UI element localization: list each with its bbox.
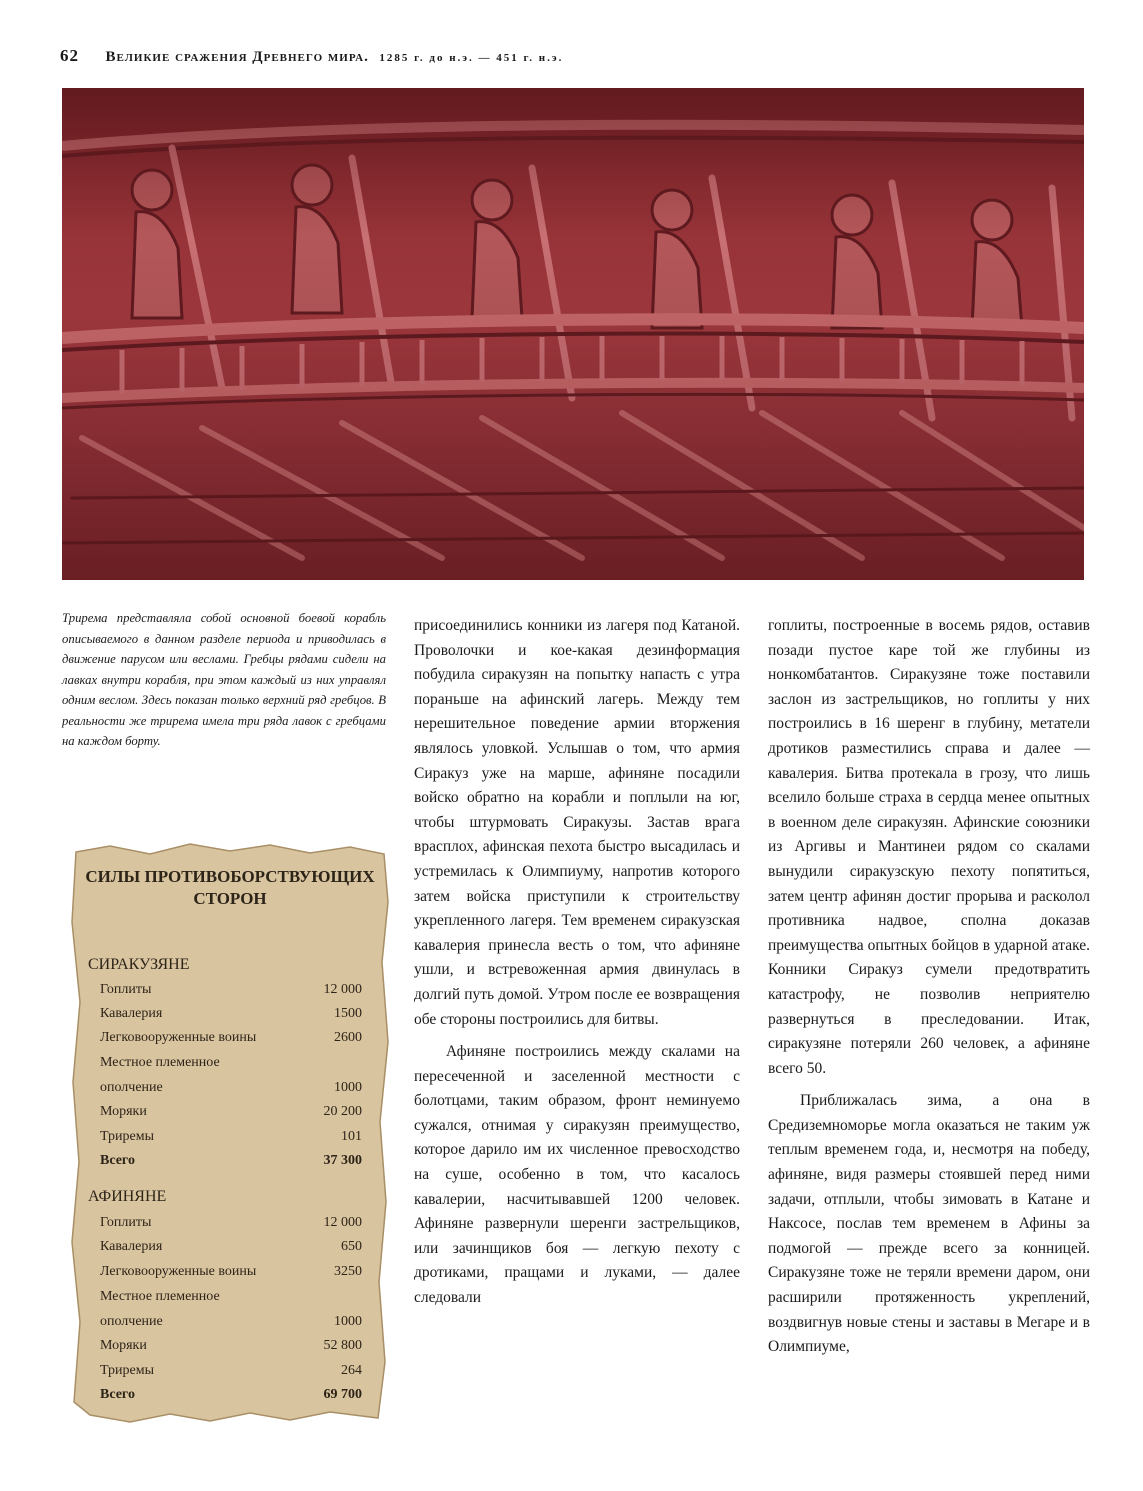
forces-row: Триремы 101	[100, 1129, 362, 1144]
forces-total-row: Всего 37 300	[100, 1153, 362, 1168]
forces-row: Кавалерия 650	[100, 1239, 362, 1254]
forces-total-row: Всего 69 700	[100, 1387, 362, 1402]
forces-row: Местное племенное	[100, 1289, 220, 1304]
paragraph: Приближалась зима, а она в Средиземноморье могла оказаться не таким уж теплым временем года, и, несмотря на победу, афиняне, видя размеры стоявшей перед ними задачи, отплыли, чтобы зимовать в Катане и Наксосе, послав тем временем в Афины за подмогой — прежде всего за конницей. Сиракузяне тоже не теряли времени даром, они расширили протяженность укреплений, воздвигнув новые стены и заставы в Мегаре и в Олимпиуме,	[768, 1092, 1090, 1356]
trireme-relief-photo	[62, 88, 1084, 580]
forces-row: Моряки 52 800	[100, 1338, 362, 1353]
book-title: Великие сражения Древнего мира.	[105, 49, 369, 65]
forces-row: Легковооруженные воины 3250	[100, 1264, 362, 1279]
book-dates: 1285 г. до н.э. — 451 г. н.э.	[379, 52, 564, 64]
forces-row: Гоплиты 12 000	[100, 982, 362, 997]
forces-row: Триремы 264	[100, 1363, 362, 1378]
forces-row: Легковооруженные воины 2600	[100, 1030, 362, 1045]
paragraph: присоединились конники из лагеря под Катаной. Проволочки и кое-какая дезинформация побудила сиракузян на попытку напасть с утра пораньше на афинский лагерь. Между тем нерешительное поведение армии вторжения являлось уловкой. Услышав о том, что армия Сиракуз уже на марше, афиняне посадили войско обратно на корабли и поплыли на юг, чтобы штурмовать Сиракузы. Застав врага врасплох, афинская пехота быстро высадилась и устремилась к Олимпиуму, напротив которого затем войска приступили к строительству укрепленного лагеря. Тем временем сиракузская кавалерия принесла весть о том, что афиняне ушли, и встревоженная армия двинулась в долгий путь домой. Утром после ее возвращения обе стороны построились для битвы.	[414, 617, 740, 1028]
forces-row: Кавалерия 1500	[100, 1006, 362, 1021]
forces-row: Моряки 20 200	[100, 1104, 362, 1119]
athenians-heading: АФИНЯНЕ	[88, 1188, 167, 1205]
syracusans-heading: СИРАКУЗЯНЕ	[88, 956, 190, 973]
paragraph: гоплиты, построенные в восемь рядов, оставив позади пустое каре той же глубины из нонкомбатантов. Сиракузяне тоже поставили заслон из застрельщиков, но гоплиты у них построились в 16 шеренг в глубину, метатели дротиков разместились справа и далее — кавалерия. Битва протекала в грозу, что лишь вселило больше страха в сердца менее опытных в военном деле сиракузян. Афинские союзники из Аргивы и Мантинеи рядом со скалами вынудили сиракузскую пехоту попятиться, затем центр афинян достиг прорыва и расколол противника надвое, сполна доказав преимущества опытных бойцов в ударной атаке. Конники Сиракуз сумели предотвратить катастрофу, не позволив неприятелю развернуться в преследовании. Итак, сиракузяне потеряли 260 человек, а афиняне всего 50.	[768, 617, 1090, 1077]
forces-row: ополчение 1000	[100, 1080, 362, 1095]
running-header	[60, 46, 1100, 70]
text-column-2	[768, 614, 1090, 1360]
paragraph: Афиняне построились между скалами на пересеченной и заселенной местности с болотцами, таким образом, фронт неминуемо сужался, отнимая у сиракузян преимущество, которое дарило им их численное превосходство на суше, особенно в том, что касалось кавалерии, насчитывавшей 1200 человек. Афиняне развернули шеренги застрельщиков, или зачинщиков боя — легкую пехоту с дротиками, пращами и луками, — далее следовали	[414, 1043, 740, 1307]
photo-caption: Трирема представляла собой основной боевой корабль описываемого в данном разделе периода и приводилась в движение парусом или веслами. Гребцы рядами сидели на лавках внутри корабля, при этом каждый из них управлял одним веслом. Здесь показан только верхний ряд гребцов. В реальности же трирема имела три ряда лавок с гребцами на каждом борту.	[62, 611, 386, 748]
forces-row: Гоплиты 12 000	[100, 1215, 362, 1230]
forces-title: СИЛЫ ПРОТИВОБОРСТВУЮЩИХ СТОРОН	[85, 867, 375, 908]
forces-row: Местное племенное	[100, 1055, 220, 1070]
relief-illustration	[62, 88, 1084, 580]
forces-row: ополчение 1000	[100, 1314, 362, 1329]
text-column-1	[414, 614, 740, 1311]
opposing-forces-box	[70, 842, 390, 1424]
page-number: 62	[60, 46, 79, 65]
